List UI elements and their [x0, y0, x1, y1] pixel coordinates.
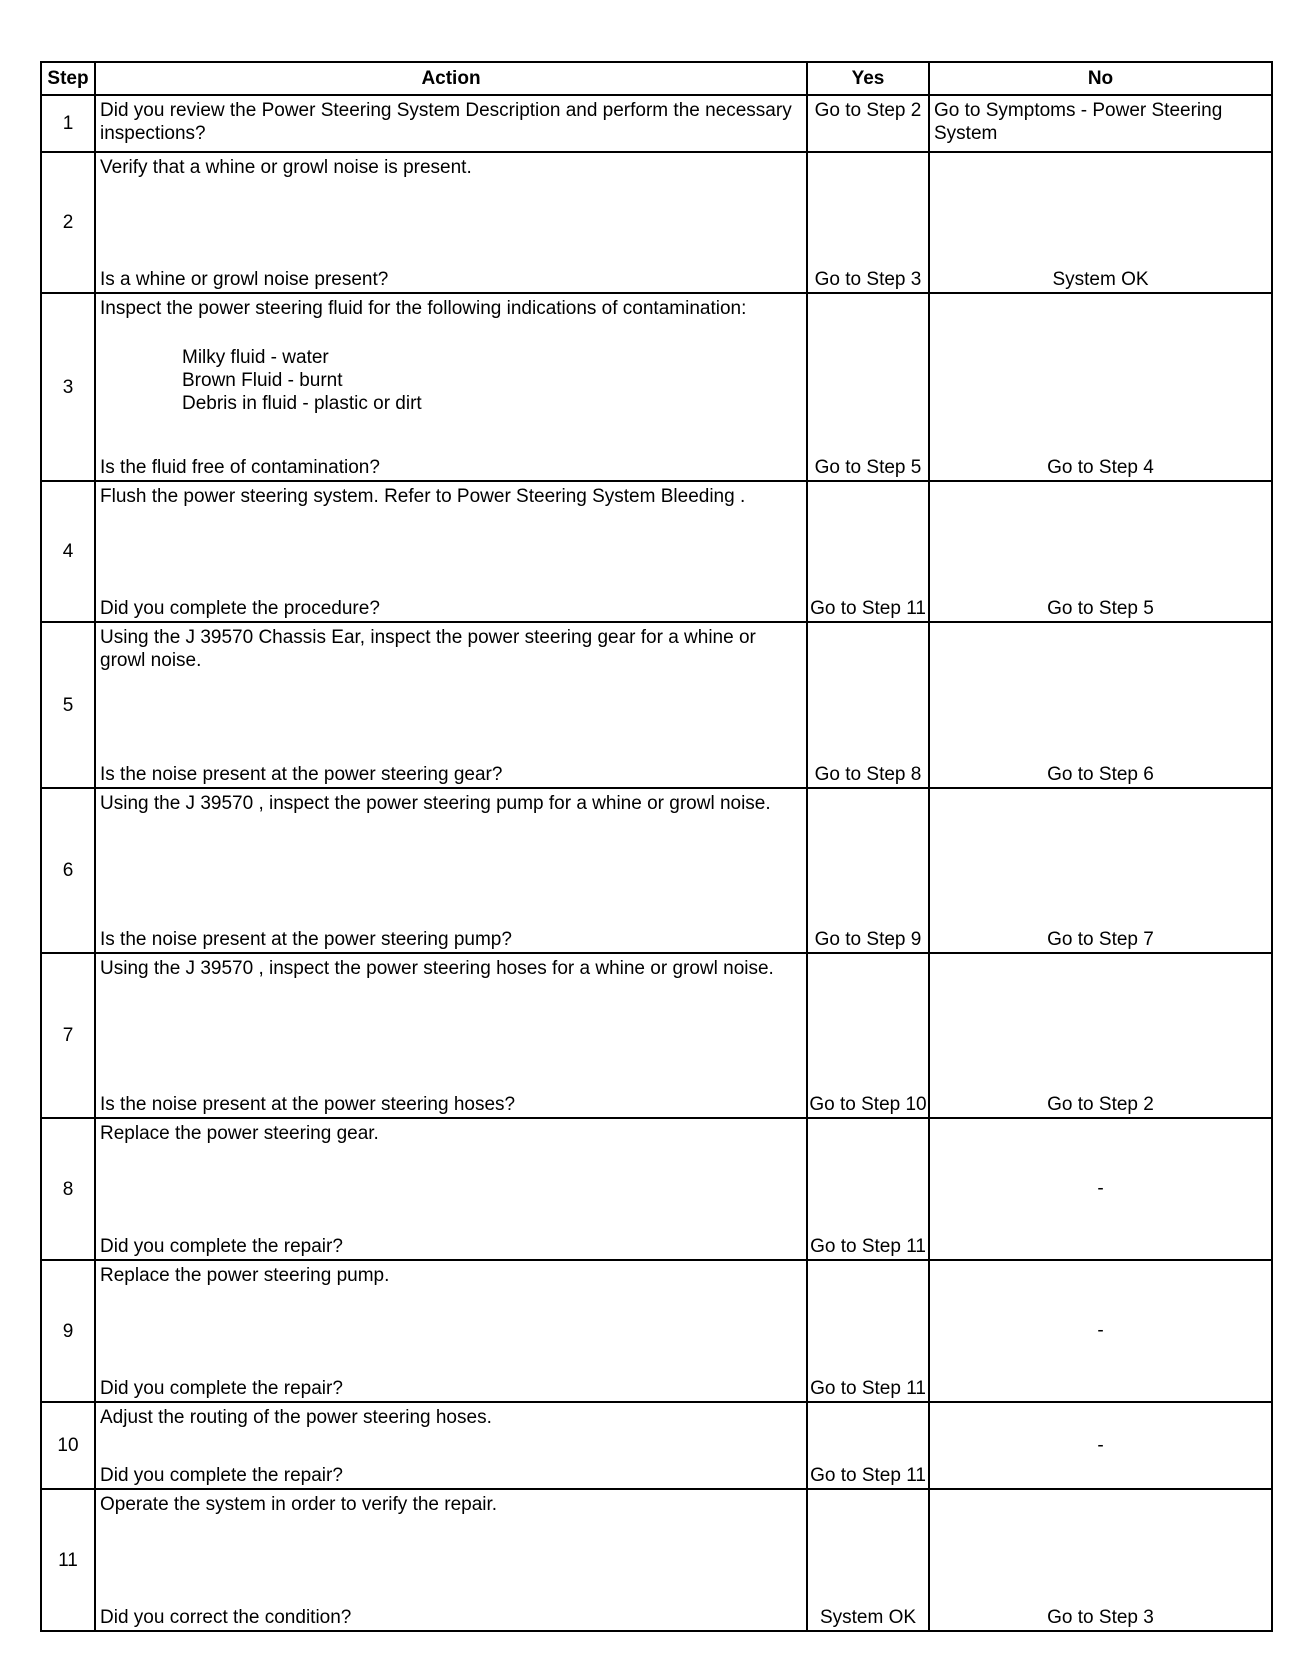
- action-question: Is a whine or growl noise present?: [100, 269, 389, 290]
- action-text: Verify that a whine or growl noise is present.: [100, 157, 472, 178]
- action-question: Did you complete the procedure?: [100, 598, 380, 619]
- action-question: Is the noise present at the power steering pump?: [100, 929, 512, 950]
- table-row: [41, 788, 1272, 953]
- step-number: 5: [41, 622, 95, 788]
- no-result: -: [929, 1118, 1272, 1260]
- step-number: 7: [41, 953, 95, 1118]
- action-cell: [95, 481, 807, 622]
- yes-result: Go to Step 9: [807, 788, 929, 953]
- action-text: Using the J 39570 , inspect the power steering pump for a whine or growl noise.: [100, 793, 771, 814]
- table-row: [41, 1118, 1272, 1260]
- table-row: [41, 953, 1272, 1118]
- action-question: Is the noise present at the power steering hoses?: [100, 1094, 516, 1115]
- step-number: 6: [41, 788, 95, 953]
- action-cell: [95, 152, 807, 293]
- action-question: Did you correct the condition?: [100, 1607, 352, 1628]
- step-number: 2: [41, 152, 95, 293]
- table-row: [41, 622, 1272, 788]
- list-item: Milky fluid - water: [182, 347, 329, 368]
- yes-result: System OK: [807, 1489, 929, 1631]
- no-result: Go to Step 2: [929, 953, 1272, 1118]
- action-cell: [95, 1118, 807, 1260]
- action-question: Did you complete the repair?: [100, 1236, 343, 1257]
- table-row: [41, 152, 1272, 293]
- action-text: Replace the power steering gear.: [100, 1123, 379, 1144]
- step-number: 8: [41, 1118, 95, 1260]
- no-result: Go to Step 6: [929, 622, 1272, 788]
- action-cell: [95, 95, 807, 152]
- action-cell: [95, 1489, 807, 1631]
- table-row: [41, 293, 1272, 481]
- action-question: Did you complete the repair?: [100, 1465, 343, 1486]
- step-number: 11: [41, 1489, 95, 1631]
- yes-result: Go to Step 3: [807, 152, 929, 293]
- yes-result: Go to Step 5: [807, 293, 929, 481]
- action-text: Did you review the Power Steering System Description and perform the necessary inspections?: [100, 100, 792, 144]
- no-result: -: [929, 1260, 1272, 1402]
- no-result: System OK: [929, 152, 1272, 293]
- list-item: Brown Fluid - burnt: [182, 370, 343, 391]
- step-number: 3: [41, 293, 95, 481]
- table-row: [41, 1489, 1272, 1631]
- action-cell: [95, 788, 807, 953]
- action-question: Is the noise present at the power steering gear?: [100, 764, 503, 785]
- yes-result: Go to Step 11: [807, 1260, 929, 1402]
- header-step: Step: [41, 62, 95, 95]
- contamination-list: [182, 346, 801, 415]
- yes-result: Go to Step 10: [807, 953, 929, 1118]
- action-text: Using the J 39570 , inspect the power steering hoses for a whine or growl noise.: [100, 958, 774, 979]
- action-text: Replace the power steering pump.: [100, 1265, 390, 1286]
- action-text: Operate the system in order to verify the repair.: [100, 1494, 498, 1515]
- action-text: Using the J 39570 Chassis Ear, inspect the power steering gear for a whine or growl noise.: [100, 627, 756, 671]
- action-question: Did you complete the repair?: [100, 1378, 343, 1399]
- list-item: Debris in fluid - plastic or dirt: [182, 393, 422, 414]
- action-text: Flush the power steering system. Refer to Power Steering System Bleeding .: [100, 486, 746, 507]
- yes-result: Go to Step 11: [807, 481, 929, 622]
- yes-result: Go to Step 2: [807, 95, 929, 152]
- action-cell: [95, 1402, 807, 1489]
- action-cell: [95, 953, 807, 1118]
- yes-result: Go to Step 11: [807, 1402, 929, 1489]
- table-row: [41, 95, 1272, 152]
- header-yes: Yes: [807, 62, 929, 95]
- no-result: -: [929, 1402, 1272, 1489]
- action-cell: [95, 622, 807, 788]
- header-no: No: [929, 62, 1272, 95]
- yes-result: Go to Step 8: [807, 622, 929, 788]
- action-cell: [95, 293, 807, 481]
- action-cell: [95, 1260, 807, 1402]
- table-row: [41, 481, 1272, 622]
- step-number: 10: [41, 1402, 95, 1489]
- action-text: Adjust the routing of the power steering hoses.: [100, 1407, 492, 1428]
- action-question: Is the fluid free of contamination?: [100, 457, 380, 478]
- step-number: 9: [41, 1260, 95, 1402]
- table-row: [41, 1260, 1272, 1402]
- no-result: Go to Symptoms - Power Steering System: [929, 95, 1272, 152]
- step-number: 4: [41, 481, 95, 622]
- no-result: Go to Step 7: [929, 788, 1272, 953]
- step-number: 1: [41, 95, 95, 152]
- table-row: [41, 1402, 1272, 1489]
- table-header-row: [41, 62, 1272, 95]
- action-text: Inspect the power steering fluid for the following indications of contamination:: [100, 298, 747, 319]
- no-result: Go to Step 4: [929, 293, 1272, 481]
- yes-result: Go to Step 11: [807, 1118, 929, 1260]
- header-action: Action: [95, 62, 807, 95]
- diagnostic-table: [40, 61, 1273, 1632]
- no-result: Go to Step 5: [929, 481, 1272, 622]
- no-result: Go to Step 3: [929, 1489, 1272, 1631]
